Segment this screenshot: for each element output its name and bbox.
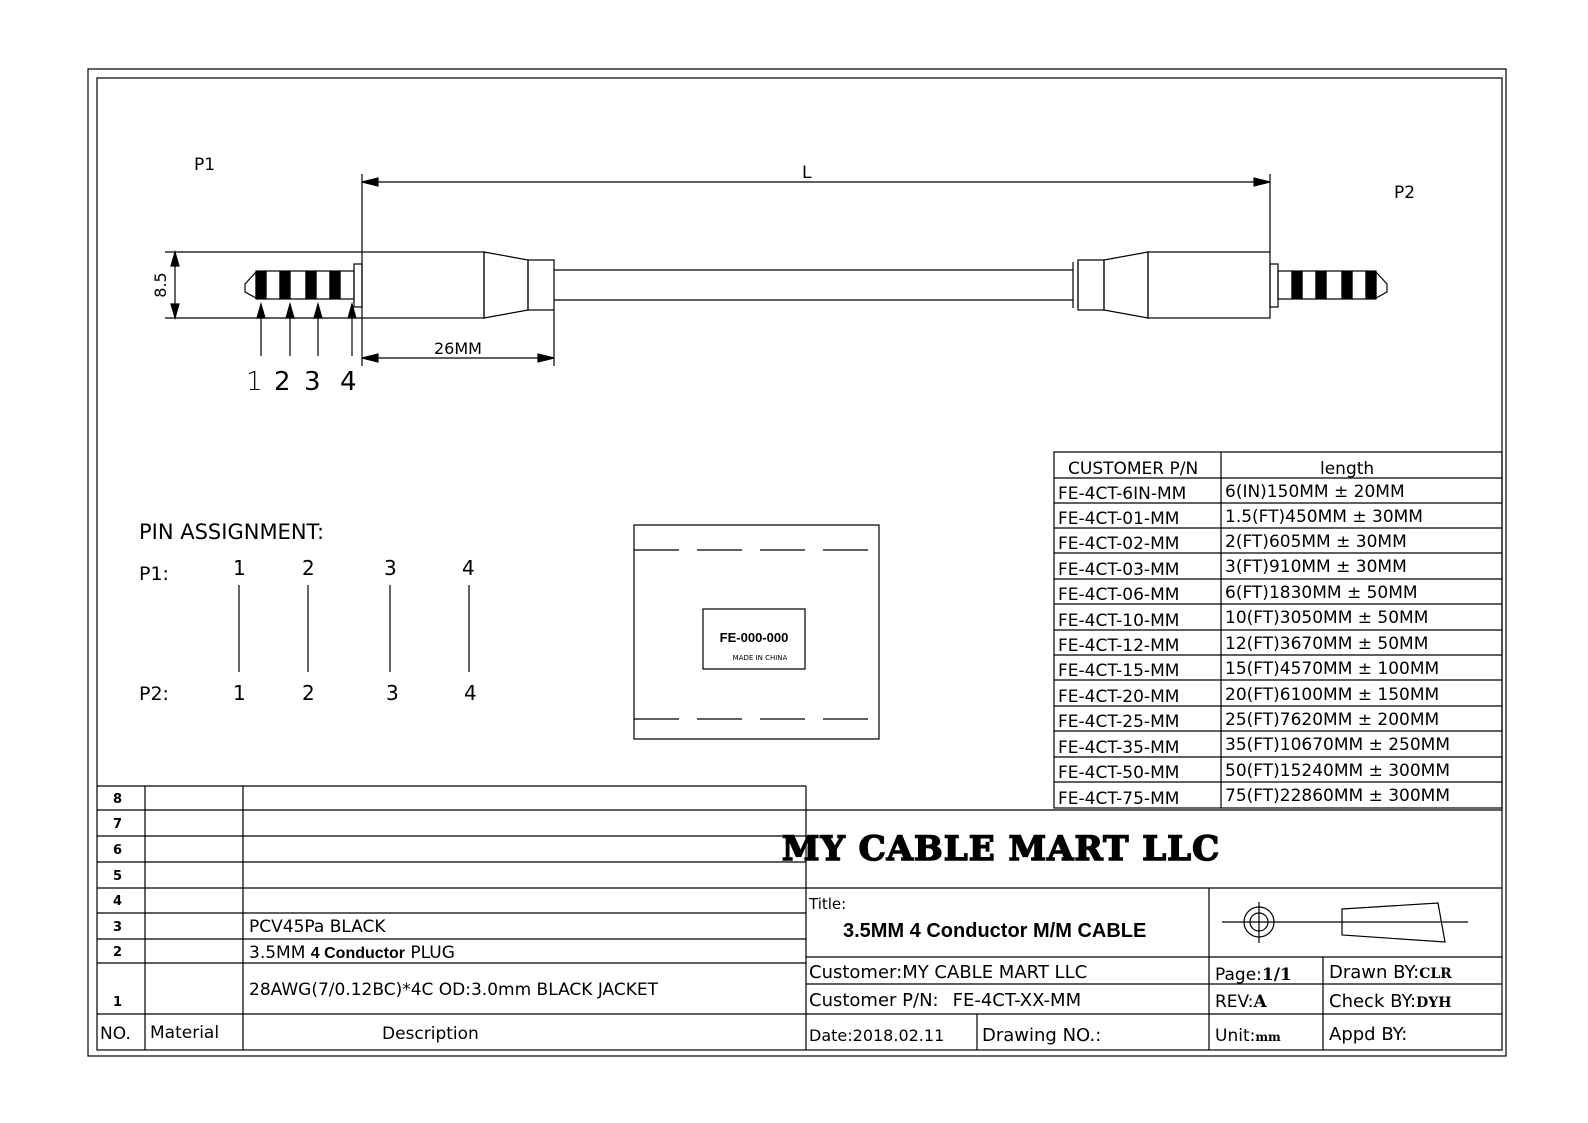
projection-symbol: [1222, 902, 1468, 943]
p1-strain-relief: [528, 260, 554, 310]
length-table-pn: FE-4CT-03-MM: [1058, 560, 1180, 580]
drawing-number-label: Drawing NO.:: [982, 1025, 1102, 1046]
drawing-title: 3.5MM 4 Conductor M/M CABLE: [843, 920, 1147, 942]
bom-row-3-desc: PCV45Pa BLACK: [249, 917, 386, 937]
length-table-pn: FE-4CT-02-MM: [1058, 534, 1180, 554]
bom-row-2-desc: 3.5MM 4 Conductor PLUG: [249, 943, 455, 963]
p1-housing: [362, 252, 484, 318]
length-table-length: 1.5(FT)450MM ± 30MM: [1225, 507, 1423, 527]
pin-number-4: 4: [340, 367, 357, 397]
bom-row-number: 8: [113, 792, 123, 807]
length-table-pn: FE-4CT-06-MM: [1058, 585, 1180, 605]
p1-label: P1: [194, 155, 216, 175]
title-label: Title:: [809, 895, 847, 913]
length-table-length: 2(FT)605MM ± 30MM: [1225, 532, 1407, 552]
bom-row-number: 6: [113, 843, 123, 858]
bom-row-number: 1: [113, 995, 123, 1010]
cable-label-tag: [634, 525, 879, 739]
p2-pin-4: 4: [464, 681, 477, 705]
length-table-pn: FE-4CT-20-MM: [1058, 687, 1180, 707]
length-table-length: 25(FT)7620MM ± 200MM: [1225, 710, 1440, 730]
p1-pin-3: 3: [384, 556, 397, 580]
length-table-length: 10(FT)3050MM ± 50MM: [1225, 608, 1429, 628]
pin-number-1: 1: [246, 367, 263, 397]
customer-pn-field: Customer P/N: FE-4CT-XX-MM: [809, 990, 1082, 1011]
length-table-length: 75(FT)22860MM ± 300MM: [1225, 786, 1451, 806]
bom-row-number: 5: [113, 869, 123, 884]
housing-length-text: 26MM: [434, 339, 482, 358]
page-field: Page:1/1: [1215, 965, 1292, 985]
length-table-pn: FE-4CT-75-MM: [1058, 789, 1180, 809]
check-by-field: Check BY:DYH: [1329, 991, 1452, 1012]
length-table-pn: FE-4CT-50-MM: [1058, 763, 1180, 783]
p2-strain-relief: [1078, 260, 1104, 310]
length-table-pn: FE-4CT-25-MM: [1058, 712, 1180, 732]
bom-header-no: NO.: [100, 1024, 131, 1044]
length-label: L: [802, 163, 812, 183]
length-table: [1054, 452, 1502, 809]
bom-header-material: Material: [150, 1023, 220, 1043]
approved-by-field: Appd BY:: [1329, 1024, 1408, 1045]
bom-row-number: 2: [113, 945, 123, 960]
drawn-by-field: Drawn BY:CLR: [1329, 962, 1452, 983]
pin-number-2: 2: [274, 367, 291, 397]
length-table-pn: FE-4CT-15-MM: [1058, 661, 1180, 681]
length-table-length: 15(FT)4570MM ± 100MM: [1225, 659, 1440, 679]
bom-row-number: 7: [113, 817, 123, 832]
pin-p2-label: P2:: [139, 683, 169, 705]
p1-pin-1: 1: [233, 556, 246, 580]
tag-origin: MADE IN CHINA: [732, 654, 788, 662]
length-table-header-pn: CUSTOMER P/N: [1068, 459, 1199, 479]
length-table-pn: FE-4CT-35-MM: [1058, 738, 1180, 758]
length-table-header-length: length: [1320, 459, 1375, 479]
unit-field: Unit:mm: [1215, 1026, 1281, 1046]
tag-part-number: FE-000-000: [719, 630, 789, 645]
length-table-pn: FE-4CT-01-MM: [1058, 509, 1180, 529]
p2-housing: [1148, 252, 1270, 318]
p2-pin-2: 2: [302, 681, 315, 705]
p1-pin-2: 2: [302, 556, 315, 580]
bom-row-number: 3: [113, 920, 123, 935]
pin-assignment: [139, 520, 477, 705]
bom-header-description: Description: [382, 1024, 479, 1044]
pin-number-3: 3: [304, 367, 321, 397]
length-table-pn: FE-4CT-10-MM: [1058, 611, 1180, 631]
height-dimension-text: 8.5: [151, 272, 170, 298]
length-table-pn: FE-4CT-12-MM: [1058, 636, 1180, 656]
length-table-length: 35(FT)10670MM ± 250MM: [1225, 735, 1451, 755]
company-name: MY CABLE MART LLC: [781, 829, 1221, 869]
length-table-length: 12(FT)3670MM ± 50MM: [1225, 634, 1429, 654]
cable-assembly-drawing: [165, 174, 1387, 366]
title-block: [782, 810, 1502, 1050]
p1-plug-tip: [245, 272, 256, 298]
pin-assignment-title: PIN ASSIGNMENT:: [139, 520, 325, 544]
pin-p1-label: P1:: [139, 563, 169, 585]
customer-field: Customer:MY CABLE MART LLC: [809, 962, 1088, 983]
length-table-length: 50(FT)15240MM ± 300MM: [1225, 761, 1451, 781]
bom-row-number: 4: [113, 894, 123, 909]
p2-label: P2: [1394, 183, 1416, 203]
p2-pin-1: 1: [233, 681, 246, 705]
length-table-length: 20(FT)6100MM ± 150MM: [1225, 685, 1440, 705]
bill-of-materials: [97, 786, 806, 1050]
length-table-length: 6(IN)150MM ± 20MM: [1225, 482, 1405, 502]
revision-field: REV:A: [1215, 992, 1267, 1012]
p2-pin-3: 3: [386, 681, 399, 705]
p2-plug-tip: [1376, 272, 1387, 298]
length-table-pn: FE-4CT-6IN-MM: [1058, 484, 1187, 504]
date-field: Date:2018.02.11: [809, 1026, 945, 1045]
length-table-length: 3(FT)910MM ± 30MM: [1225, 557, 1407, 577]
bom-row-1-desc: 28AWG(7/0.12BC)*4C OD:3.0mm BLACK JACKET: [249, 980, 659, 1000]
p1-pin-4: 4: [462, 556, 475, 580]
length-table-length: 6(FT)1830MM ± 50MM: [1225, 583, 1418, 603]
